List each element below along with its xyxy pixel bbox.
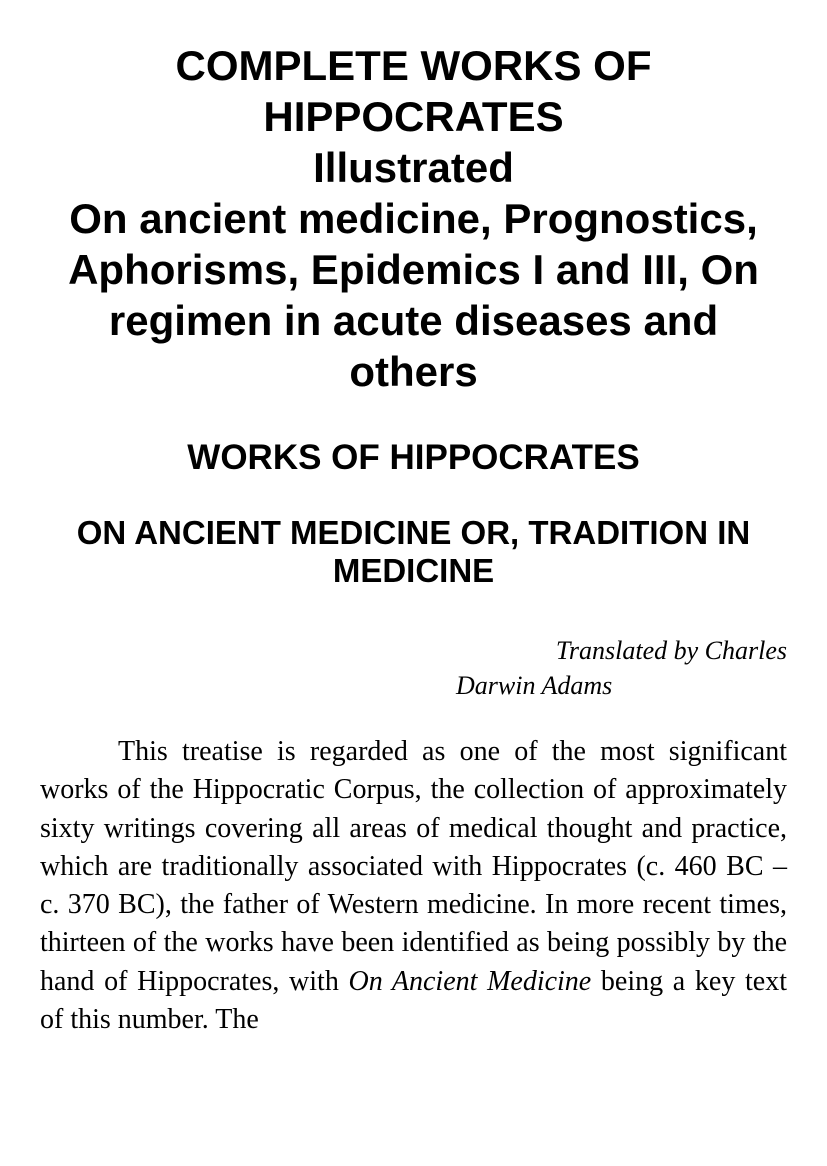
book-title-line: COMPLETE WORKS OF bbox=[175, 42, 652, 89]
document-page bbox=[40, 40, 787, 1039]
chapter-heading: ON ANCIENT MEDICINE OR, TRADITION IN MEDICINE bbox=[76, 514, 751, 589]
translator-line-2: Darwin Adams bbox=[456, 671, 613, 700]
book-title-line: On ancient medicine, Prognostics, bbox=[69, 195, 758, 242]
book-title-line: HIPPOCRATES bbox=[263, 93, 564, 140]
translator-line-1: Translated by Charles bbox=[555, 636, 787, 665]
body-paragraph bbox=[40, 733, 787, 1039]
paragraph-text-continued: being a key text of this number. The bbox=[40, 965, 787, 1036]
section-heading: WORKS OF HIPPOCRATES bbox=[187, 438, 640, 477]
book-title-line: Illustrated bbox=[313, 144, 514, 191]
book-title-line: Aphorisms, Epidemics I and III, On bbox=[68, 246, 759, 293]
paragraph-text: This treatise is regarded as one of the most significant works of the Hippocratic Corpus, the collection of approximately sixty writings covering all areas of medical thought and practice, which are traditionally associated with Hippocrates (c. 460 BC – c. 370 BC), the father of Western medicine. In more recent times, thirteen of the works have been identified as being possibly by the hand of Hippocrates, with bbox=[40, 736, 787, 997]
translator-credit bbox=[40, 633, 787, 703]
book-title-line: regimen in acute diseases and bbox=[108, 297, 719, 344]
book-title-line: others bbox=[349, 348, 478, 395]
italic-work-title: On Ancient Medicine bbox=[348, 965, 592, 997]
book-title bbox=[40, 40, 787, 397]
